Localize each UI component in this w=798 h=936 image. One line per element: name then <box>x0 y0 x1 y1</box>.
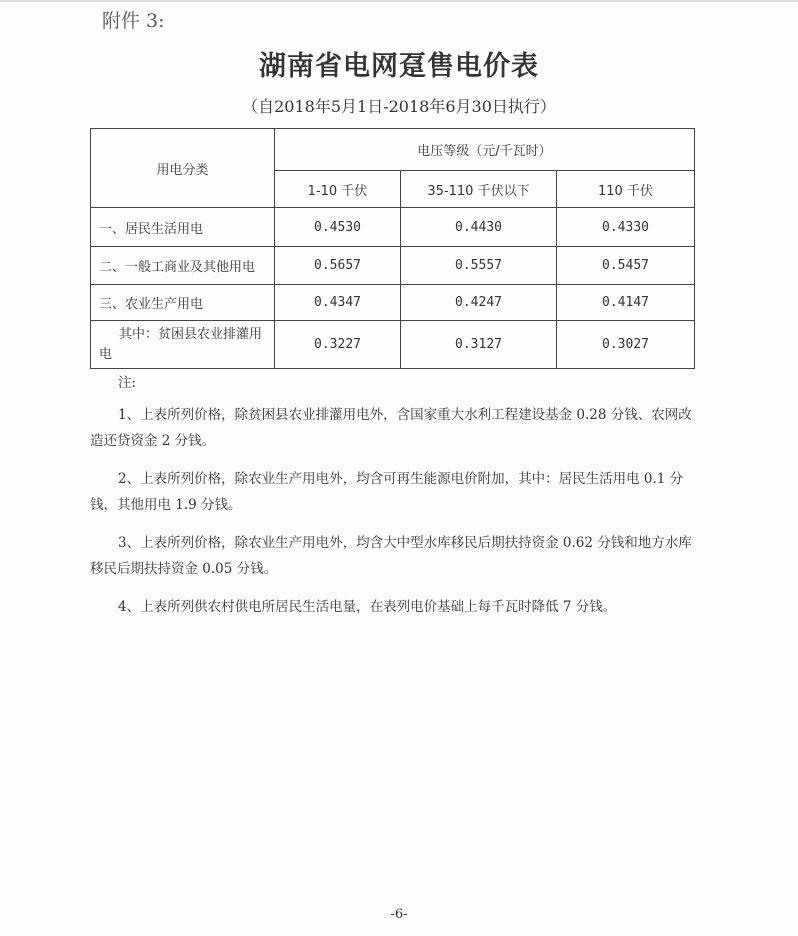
notes-heading: 注: <box>118 375 137 391</box>
header-category: 用电分类 <box>91 129 275 208</box>
price-cell: 0.4430 <box>401 208 557 247</box>
header-voltage-level: 110 千伏 <box>557 171 695 208</box>
price-cell: 0.4147 <box>557 285 695 321</box>
price-cell: 0.5457 <box>557 247 695 285</box>
table-row <box>91 285 695 321</box>
price-cell: 0.4530 <box>275 208 401 247</box>
header-voltage-level: 1-10 千伏 <box>275 171 401 208</box>
price-cell: 0.5557 <box>401 247 557 285</box>
table-row <box>91 208 695 247</box>
page-number: -6- <box>390 907 408 922</box>
row-category: 二、一般工商业及其他用电 <box>91 247 275 285</box>
header-voltage: 电压等级（元/千瓦时） <box>275 129 695 171</box>
notes-section <box>90 370 700 632</box>
note-item: 3、上表所列价格，除农业生产用电外，均含大中型水库移民后期扶持资金 0.62 分钱和地方水库移民后期扶持资金 0.05 分钱。 <box>90 535 692 577</box>
row-category: 三、农业生产用电 <box>91 285 275 321</box>
page-title: 湖南省电网趸售电价表 <box>259 51 539 82</box>
price-cell: 0.5657 <box>275 247 401 285</box>
header-voltage-level: 35-110 千伏以下 <box>401 171 557 208</box>
page-subtitle: （自2018年5月1日-2018年6月30日执行） <box>242 97 556 116</box>
table-row <box>91 321 695 369</box>
attachment-label: 附件 3: <box>102 10 165 32</box>
price-cell: 0.3227 <box>275 321 401 369</box>
price-cell: 0.4247 <box>401 285 557 321</box>
price-cell: 0.4330 <box>557 208 695 247</box>
note-item: 1、上表所列价格，除贫困县农业排灌用电外，含国家重大水利工程建设基金 0.28 分钱、农网改造还贷资金 2 分钱。 <box>90 407 692 449</box>
top-border <box>0 0 798 2</box>
table-row <box>91 247 695 285</box>
price-table <box>90 128 695 369</box>
price-cell: 0.3127 <box>401 321 557 369</box>
price-cell: 0.3027 <box>557 321 695 369</box>
note-item: 2、上表所列价格，除农业生产用电外，均含可再生能源电价附加，其中：居民生活用电 0.1 分钱，其他用电 1.9 分钱。 <box>90 471 684 513</box>
note-item: 4、上表所列供农村供电所居民生活电量，在表列电价基础上每千瓦时降低 7 分钱。 <box>118 599 617 615</box>
price-cell: 0.4347 <box>275 285 401 321</box>
row-category: 一、居民生活用电 <box>91 208 275 247</box>
row-category: 其中：贫困县农业排灌用电 <box>91 321 275 369</box>
